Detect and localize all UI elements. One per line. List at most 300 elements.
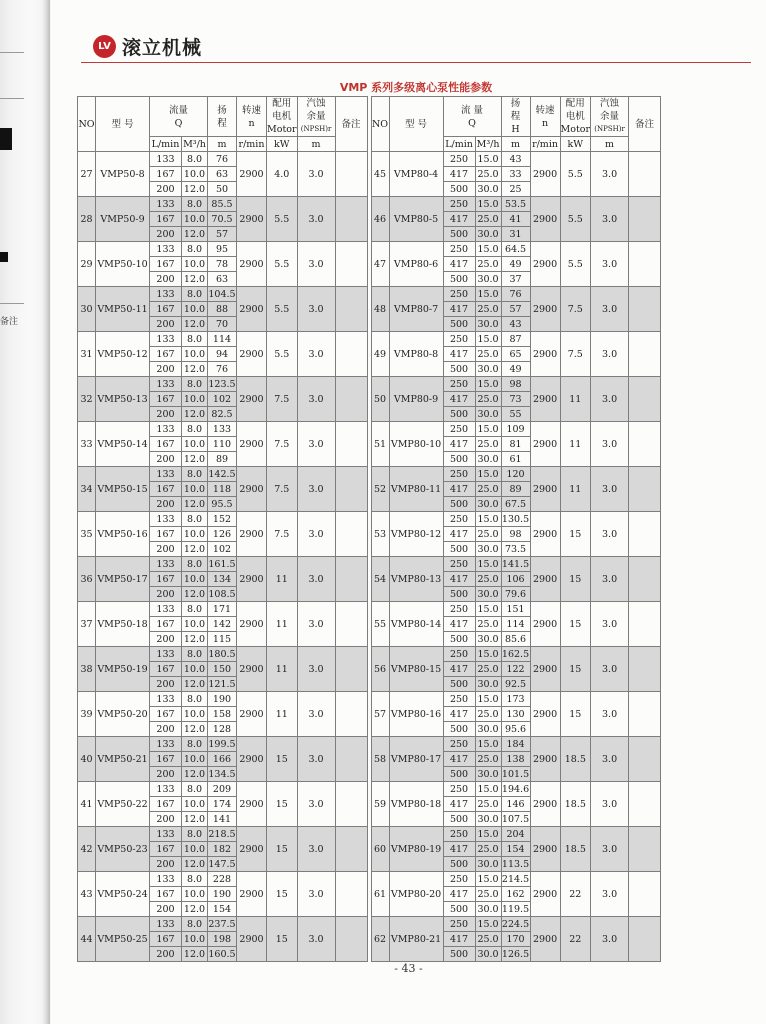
table-cell	[335, 377, 367, 422]
table-cell: 25.0	[475, 797, 501, 812]
edge-rule	[0, 98, 24, 99]
table-cell: 3.0	[297, 422, 335, 467]
table-cell: 28	[78, 197, 96, 242]
table-cell: 3.0	[591, 872, 629, 917]
table-cell: 11	[267, 692, 298, 737]
table-cell: 133	[150, 647, 182, 662]
table-cell: 55	[371, 602, 389, 647]
table-cell: 35	[78, 512, 96, 557]
table-cell: 30.0	[475, 587, 501, 602]
table-cell: 152	[208, 512, 237, 527]
table-cell: 30.0	[475, 452, 501, 467]
table-cell: 81	[501, 437, 530, 452]
unit-npsh: m	[297, 137, 335, 152]
table-cell: 15	[560, 647, 591, 692]
table-cell: 29	[78, 242, 96, 287]
table-cell: 15.0	[475, 872, 501, 887]
table-cell: 15.0	[475, 557, 501, 572]
table-cell: 8.0	[182, 512, 208, 527]
table-cell: 53.5	[501, 197, 530, 212]
table-cell: 3.0	[591, 332, 629, 377]
table-cell: 3.0	[591, 692, 629, 737]
table-cell: 2900	[530, 692, 560, 737]
table-cell: 3.0	[297, 872, 335, 917]
table-cell: 12.0	[182, 362, 208, 377]
table-cell: 30.0	[475, 497, 501, 512]
edge-blot	[0, 252, 8, 262]
table-cell: 12.0	[182, 452, 208, 467]
table-cell: 10.0	[182, 392, 208, 407]
table-cell: 8.0	[182, 782, 208, 797]
table-cell: 70.5	[208, 212, 237, 227]
table-cell: 61	[501, 452, 530, 467]
table-cell: 102	[208, 542, 237, 557]
table-cell: 49	[371, 332, 389, 377]
table-cell: 200	[150, 497, 182, 512]
table-cell: 200	[150, 767, 182, 782]
col-npsh: 汽蚀 余量 (NPSH)r	[591, 97, 629, 137]
table-cell: 250	[443, 827, 475, 842]
table-cell: 133	[150, 512, 182, 527]
header-row	[78, 97, 661, 137]
table-cell: 167	[150, 482, 182, 497]
table-cell: 166	[208, 752, 237, 767]
table-cell: 190	[208, 887, 237, 902]
table-cell: 200	[150, 632, 182, 647]
table-cell: VMP50-14	[96, 422, 150, 467]
table-cell: 25.0	[475, 392, 501, 407]
table-cell: 167	[150, 572, 182, 587]
table-cell: 119.5	[501, 903, 530, 915]
table-cell: 2900	[237, 287, 267, 332]
table-cell: 25.0	[475, 437, 501, 452]
table-cell	[335, 152, 367, 197]
table-cell: 118	[208, 482, 237, 497]
col-speed: 转速 n	[530, 97, 560, 137]
table-cell: 126.5	[501, 948, 530, 960]
table-cell: 500	[443, 902, 475, 917]
table-cell: 15	[267, 737, 298, 782]
unit-m3h: M³/h	[476, 138, 500, 150]
table-cell: 167	[150, 167, 182, 182]
table-cell: 12.0	[182, 902, 208, 917]
table-cell: VMP50-12	[96, 332, 150, 377]
table-cell: 133	[150, 197, 182, 212]
table-cell: 25.0	[475, 662, 501, 677]
table-cell: 30.0	[475, 632, 501, 647]
table-cell: VMP50-23	[96, 827, 150, 872]
pump-performance-table	[77, 96, 661, 962]
table-cell: 25.0	[475, 482, 501, 497]
table-cell: 228	[208, 872, 237, 887]
col-model: 型 号	[389, 97, 443, 152]
table-cell: 500	[443, 182, 475, 197]
table-cell: 5.5	[560, 152, 591, 197]
table-cell: 417	[443, 707, 475, 722]
table-cell: 133	[150, 782, 182, 797]
table-cell: 500	[443, 317, 475, 332]
table-cell: 12.0	[182, 542, 208, 557]
unit-kw: kW	[560, 137, 591, 152]
table-cell: 43	[78, 872, 96, 917]
table-cell	[335, 737, 367, 782]
table-cell: 2900	[237, 242, 267, 287]
table-cell: 417	[443, 257, 475, 272]
table-cell: 417	[443, 752, 475, 767]
table-cell: 2900	[237, 557, 267, 602]
table-cell: 15.0	[475, 242, 501, 257]
table-cell: 200	[150, 947, 182, 962]
table-cell: 30.0	[475, 722, 501, 737]
table-cell: 3.0	[591, 197, 629, 242]
table-cell: 45	[371, 152, 389, 197]
table-body	[78, 152, 661, 962]
table-cell: 2900	[237, 512, 267, 557]
table-cell: 30.0	[475, 362, 501, 377]
table-cell: 114	[501, 617, 530, 632]
table-cell: 101.5	[501, 768, 530, 780]
table-cell: 11	[267, 647, 298, 692]
table-cell: 25.0	[475, 932, 501, 947]
table-cell: 39	[78, 692, 96, 737]
table-cell: 8.0	[182, 917, 208, 932]
unit-kw: kW	[267, 137, 298, 152]
table-cell: 133	[150, 422, 182, 437]
table-cell: VMP50-20	[96, 692, 150, 737]
table-cell: 3.0	[591, 602, 629, 647]
table-cell: 85.6	[501, 632, 530, 647]
table-cell: 214.5	[501, 873, 530, 885]
table-cell: VMP80-19	[389, 827, 443, 872]
table-cell: VMP50-21	[96, 737, 150, 782]
table-cell	[335, 197, 367, 242]
table-cell: 500	[443, 272, 475, 287]
table-cell: VMP80-20	[389, 872, 443, 917]
table-cell: 121.5	[208, 678, 236, 690]
table-cell: 200	[150, 902, 182, 917]
table-cell	[335, 287, 367, 332]
table-cell: 73.5	[501, 542, 530, 557]
table-cell: 2900	[237, 332, 267, 377]
table-cell: 162	[501, 887, 530, 902]
table-cell: 10.0	[182, 932, 208, 947]
table-cell: 25.0	[475, 572, 501, 587]
table-cell: 8.0	[182, 737, 208, 752]
table-cell: VMP50-25	[96, 917, 150, 962]
table-cell: 8.0	[182, 422, 208, 437]
table-cell: VMP50-10	[96, 242, 150, 287]
table-cell: 130.5	[501, 513, 530, 525]
table-cell: 417	[443, 617, 475, 632]
table-cell: 8.0	[182, 197, 208, 212]
table-cell: 8.0	[182, 602, 208, 617]
table-cell: 47	[371, 242, 389, 287]
table-cell: 126	[208, 527, 237, 542]
table-cell: 15.0	[475, 332, 501, 347]
table-cell: 104.5	[208, 288, 236, 300]
table-row	[78, 152, 661, 167]
unit-npsh: m	[591, 137, 629, 152]
table-cell: 200	[150, 812, 182, 827]
table-cell: 500	[443, 947, 475, 962]
table-cell: 3.0	[297, 152, 335, 197]
table-cell: VMP50-19	[96, 647, 150, 692]
table-cell: 25.0	[475, 617, 501, 632]
table-cell: 141.5	[501, 558, 530, 570]
table-cell: 417	[443, 302, 475, 317]
table-cell: 89	[501, 482, 530, 497]
table-cell: VMP50-13	[96, 377, 150, 422]
table-cell: 30.0	[475, 857, 501, 872]
table-cell: 2900	[237, 377, 267, 422]
table-cell: 133	[150, 287, 182, 302]
table-cell: 15.0	[475, 692, 501, 707]
table-cell: 12.0	[182, 407, 208, 422]
table-cell	[629, 692, 661, 737]
table-cell	[629, 827, 661, 872]
table-cell: 25.0	[475, 302, 501, 317]
table-cell: VMP80-8	[389, 332, 443, 377]
table-cell: 30.0	[475, 182, 501, 197]
table-cell	[629, 377, 661, 422]
table-cell: 3.0	[297, 332, 335, 377]
table-cell: 417	[443, 437, 475, 452]
table-cell: 33	[501, 167, 530, 182]
table-cell: 2900	[530, 512, 560, 557]
table-cell: 2900	[530, 467, 560, 512]
table-cell: 3.0	[591, 512, 629, 557]
table-cell: VMP50-8	[96, 152, 150, 197]
table-cell: 46	[371, 197, 389, 242]
table-cell: 7.5	[267, 377, 298, 422]
table-cell: 417	[443, 572, 475, 587]
table-cell: 8.0	[182, 692, 208, 707]
col-npsh: 汽蚀 余量 (NPSH)r	[297, 97, 335, 137]
table-cell: 62	[371, 917, 389, 962]
table-cell: 2900	[530, 827, 560, 872]
table-cell: 142.5	[208, 468, 236, 480]
table-cell: 250	[443, 692, 475, 707]
table-cell: 41	[78, 782, 96, 827]
table-cell: 500	[443, 542, 475, 557]
table-cell: 53	[371, 512, 389, 557]
table-cell: 200	[150, 182, 182, 197]
col-no: NO	[371, 97, 389, 152]
table-cell: 10.0	[182, 662, 208, 677]
table-cell: 30.0	[475, 317, 501, 332]
table-cell: 2900	[237, 197, 267, 242]
table-cell: VMP80-11	[389, 467, 443, 512]
table-cell: 64.5	[501, 242, 530, 257]
table-cell: 141	[208, 812, 237, 827]
table-cell: 198	[208, 932, 237, 947]
table-cell: 3.0	[297, 602, 335, 647]
table-cell: 417	[443, 797, 475, 812]
table-cell: 15	[267, 827, 298, 872]
table-cell: 57	[501, 302, 530, 317]
table-cell: 3.0	[591, 152, 629, 197]
table-cell	[629, 917, 661, 962]
table-cell: 173	[501, 692, 530, 707]
table-cell: 10.0	[182, 842, 208, 857]
table-cell: 184	[501, 737, 530, 752]
table-cell: 128	[208, 722, 237, 737]
table-cell: 250	[443, 467, 475, 482]
col-head: 扬 程	[208, 97, 237, 137]
scan-left-edge	[0, 0, 50, 1024]
table-cell: 250	[443, 377, 475, 392]
table-cell: 3.0	[297, 512, 335, 557]
table-cell: 194.6	[501, 783, 530, 795]
table-cell: 11	[560, 467, 591, 512]
table-cell: VMP50-18	[96, 602, 150, 647]
table-cell: 167	[150, 617, 182, 632]
table-cell: 250	[443, 872, 475, 887]
table-cell: 224.5	[501, 918, 530, 930]
table-cell: 200	[150, 407, 182, 422]
table-cell: 2900	[237, 152, 267, 197]
col-motor: 配用 电机 Motor	[267, 98, 297, 135]
table-cell: 4.0	[267, 152, 298, 197]
table-cell	[335, 692, 367, 737]
table-cell: 44	[78, 917, 96, 962]
table-cell: 218.5	[208, 828, 236, 840]
table-cell: 8.0	[182, 242, 208, 257]
table-cell	[629, 197, 661, 242]
table-cell: 417	[443, 347, 475, 362]
table-cell: 98	[501, 377, 530, 392]
table-cell	[335, 827, 367, 872]
table-cell	[629, 737, 661, 782]
table-cell: 30.0	[475, 677, 501, 692]
table-cell: 209	[208, 782, 237, 797]
col-model: 型 号	[96, 97, 150, 152]
table-cell: 500	[443, 587, 475, 602]
table-cell	[335, 602, 367, 647]
table-cell: 15.0	[475, 602, 501, 617]
table-cell: 200	[150, 857, 182, 872]
table-cell: 133	[150, 872, 182, 887]
table-cell: 70	[208, 317, 237, 332]
table-cell: 3.0	[591, 647, 629, 692]
table-cell	[335, 332, 367, 377]
table-cell: 2900	[530, 242, 560, 287]
table-cell: 30.0	[475, 947, 501, 962]
table-cell: 79.6	[501, 587, 530, 602]
table-cell: 5.5	[267, 287, 298, 332]
table-cell: 142	[208, 617, 237, 632]
table-cell: 3.0	[591, 782, 629, 827]
brand-name: 滚立机械	[122, 37, 203, 59]
table-cell: 167	[150, 752, 182, 767]
table-cell	[629, 422, 661, 467]
table-cell: 2900	[237, 737, 267, 782]
table-cell: 2900	[530, 602, 560, 647]
table-cell: 7.5	[267, 512, 298, 557]
table-cell	[335, 242, 367, 287]
table-cell: VMP50-11	[96, 287, 150, 332]
table-cell: 200	[150, 452, 182, 467]
table-cell: 63	[208, 272, 237, 287]
table-cell: 38	[78, 647, 96, 692]
table-cell: 417	[443, 392, 475, 407]
table-cell: 54	[371, 557, 389, 602]
table-cell: 10.0	[182, 347, 208, 362]
table-cell: 30.0	[475, 227, 501, 242]
table-cell: 2900	[237, 692, 267, 737]
table-cell: 167	[150, 887, 182, 902]
table-cell: 417	[443, 842, 475, 857]
table-cell: VMP80-6	[389, 242, 443, 287]
table-cell: 167	[150, 212, 182, 227]
table-cell	[335, 557, 367, 602]
table-cell: 15.0	[475, 422, 501, 437]
table-cell: 500	[443, 677, 475, 692]
table-cell: 37	[78, 602, 96, 647]
table-cell: 30.0	[475, 272, 501, 287]
table-cell: 2900	[530, 557, 560, 602]
table-cell: 500	[443, 497, 475, 512]
table-cell: 500	[443, 407, 475, 422]
table-cell	[335, 512, 367, 557]
table-cell: 32	[78, 377, 96, 422]
table-cell: 5.5	[560, 197, 591, 242]
table-cell: 3.0	[297, 557, 335, 602]
table-cell: 8.0	[182, 287, 208, 302]
table-cell: 30.0	[475, 812, 501, 827]
table-cell: 200	[150, 677, 182, 692]
table-cell: 76	[501, 287, 530, 302]
table-cell: 3.0	[591, 467, 629, 512]
col-speed: 转速 n	[237, 97, 267, 137]
table-cell: 7.5	[560, 287, 591, 332]
table-cell: 250	[443, 242, 475, 257]
brand-logo: LV	[93, 35, 116, 58]
table-cell: 133	[150, 557, 182, 572]
table-cell: 417	[443, 482, 475, 497]
table-cell: 48	[371, 287, 389, 332]
table-cell: 58	[371, 737, 389, 782]
table-cell: 10.0	[182, 707, 208, 722]
col-remark: 备注	[335, 97, 367, 152]
table-cell: 2900	[530, 197, 560, 242]
table-cell: 2900	[530, 647, 560, 692]
table-cell: 106	[501, 572, 530, 587]
table-cell: 2900	[530, 287, 560, 332]
table-cell: 2900	[530, 332, 560, 377]
table-cell: 3.0	[297, 827, 335, 872]
table-cell: 146	[501, 797, 530, 812]
table-cell: 167	[150, 527, 182, 542]
table-cell: 18.5	[560, 782, 591, 827]
table-cell: VMP80-10	[389, 422, 443, 467]
table-cell: 3.0	[297, 242, 335, 287]
table-cell: 167	[150, 392, 182, 407]
table-cell: VMP50-17	[96, 557, 150, 602]
table-cell: 15.0	[475, 287, 501, 302]
table-cell: 12.0	[182, 947, 208, 962]
table-cell: 2900	[530, 377, 560, 422]
table-cell: 59	[371, 782, 389, 827]
table-cell: VMP50-9	[96, 197, 150, 242]
unit-rmin: r/min	[530, 137, 560, 152]
table-cell: 10.0	[182, 887, 208, 902]
table-cell: 122	[501, 662, 530, 677]
table-cell: 57	[208, 227, 237, 242]
table-cell: VMP50-22	[96, 782, 150, 827]
edge-rule	[0, 303, 24, 304]
table-cell: 167	[150, 347, 182, 362]
